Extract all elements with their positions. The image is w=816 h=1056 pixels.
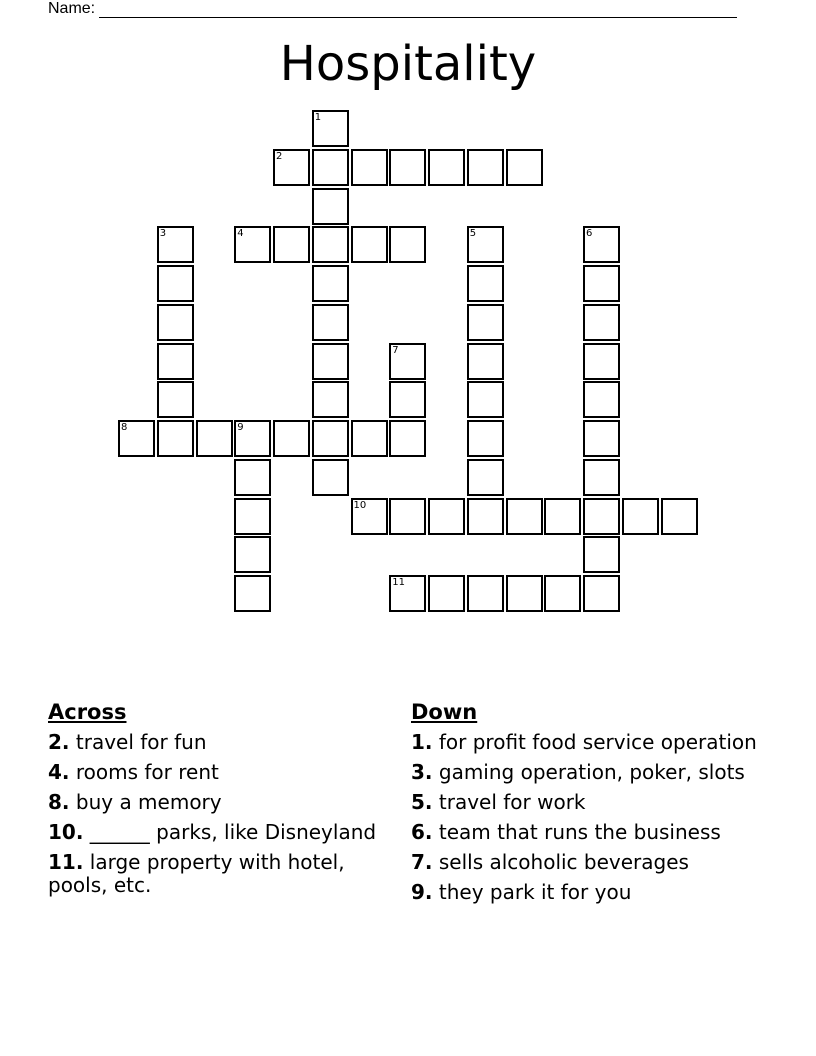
grid-cell[interactable] xyxy=(389,420,426,457)
clue-number: 1 xyxy=(314,112,322,123)
down-clues xyxy=(411,700,761,911)
grid-cell[interactable] xyxy=(583,343,620,380)
across-clue: 4. rooms for rent xyxy=(48,760,219,784)
clue-number: 8 xyxy=(121,422,128,433)
grid-cell[interactable] xyxy=(544,575,581,612)
grid-cell[interactable] xyxy=(234,575,271,612)
grid-cell[interactable] xyxy=(312,149,349,186)
grid-cell[interactable] xyxy=(273,226,310,263)
grid-cell[interactable] xyxy=(661,498,698,535)
grid-cell[interactable] xyxy=(583,420,620,457)
down-heading: Down xyxy=(411,700,478,724)
grid-cell[interactable] xyxy=(157,265,194,302)
grid-cell[interactable] xyxy=(583,575,620,612)
grid-cell[interactable] xyxy=(583,304,620,341)
grid-cell[interactable] xyxy=(312,381,349,418)
grid-cell[interactable] xyxy=(467,498,504,535)
grid-cell[interactable] xyxy=(583,536,620,573)
grid-cell[interactable] xyxy=(389,149,426,186)
grid-cell[interactable] xyxy=(583,265,620,302)
puzzle-title: Hospitality xyxy=(279,36,537,92)
down-clue: 5. travel for work xyxy=(411,790,586,814)
clue-number: 6 xyxy=(586,228,593,240)
grid-cell[interactable] xyxy=(467,304,504,341)
grid-cell[interactable] xyxy=(312,110,349,147)
grid-cell[interactable] xyxy=(312,265,349,302)
clue-number: 11 xyxy=(392,577,405,588)
clue-number: 7 xyxy=(392,344,399,356)
down-clue: 3. gaming operation, poker, slots xyxy=(411,760,745,784)
grid-cell[interactable] xyxy=(583,459,620,496)
grid-cell[interactable] xyxy=(389,575,426,612)
grid-cell[interactable] xyxy=(157,381,194,418)
grid-cell[interactable] xyxy=(351,226,388,263)
grid-cell[interactable] xyxy=(157,343,194,380)
grid-cell[interactable] xyxy=(428,149,465,186)
clue-number: 5 xyxy=(469,228,477,240)
across-clue: 8. buy a memory xyxy=(48,790,222,814)
grid-cell[interactable] xyxy=(312,226,349,263)
grid-cell[interactable] xyxy=(351,420,388,457)
grid-cell[interactable] xyxy=(157,420,194,457)
grid-cell[interactable] xyxy=(583,226,620,263)
grid-cell[interactable] xyxy=(622,498,659,535)
grid-cell[interactable] xyxy=(583,498,620,535)
grid-cell[interactable] xyxy=(506,575,543,612)
clue-number: 4 xyxy=(237,228,244,240)
across-clue: 11. large property with hotel, pools, etc. xyxy=(48,850,345,897)
across-heading: Across xyxy=(48,700,127,724)
grid-cell[interactable] xyxy=(234,536,271,573)
grid-cell[interactable] xyxy=(273,149,310,186)
grid-cell[interactable] xyxy=(467,381,504,418)
grid-cell[interactable] xyxy=(273,420,310,457)
grid-cell[interactable] xyxy=(118,420,155,457)
clue-number: 9 xyxy=(237,422,244,433)
grid-cell[interactable] xyxy=(389,226,426,263)
grid-cell[interactable] xyxy=(467,226,504,263)
grid-cell[interactable] xyxy=(506,498,543,535)
down-clue: 1. for profit food service operation xyxy=(411,730,757,754)
clue-number: 10 xyxy=(353,499,367,511)
grid-cell[interactable] xyxy=(312,343,349,380)
down-clue: 9. they park it for you xyxy=(411,880,632,904)
grid-cell[interactable] xyxy=(157,304,194,341)
grid-cell[interactable] xyxy=(583,381,620,418)
grid-cell[interactable] xyxy=(234,226,271,263)
grid-cell[interactable] xyxy=(312,304,349,341)
grid-cell[interactable] xyxy=(428,498,465,535)
grid-cell[interactable] xyxy=(544,498,581,535)
grid-cell[interactable] xyxy=(467,343,504,380)
grid-cell[interactable] xyxy=(389,343,426,380)
grid-cell[interactable] xyxy=(157,226,194,263)
name-label: Name: xyxy=(48,0,96,17)
across-clues xyxy=(48,700,393,904)
grid-cell[interactable] xyxy=(351,498,388,535)
grid-cell[interactable] xyxy=(428,575,465,612)
grid-cell[interactable] xyxy=(467,420,504,457)
grid-cell[interactable] xyxy=(467,459,504,496)
clue-number: 3 xyxy=(159,228,167,240)
grid-cell[interactable] xyxy=(196,420,233,457)
down-clue: 6. team that runs the business xyxy=(411,820,721,844)
grid-cell[interactable] xyxy=(506,149,543,186)
grid-cell[interactable] xyxy=(467,265,504,302)
grid-cell[interactable] xyxy=(467,149,504,186)
clue-number: 2 xyxy=(276,150,283,162)
grid-cell[interactable] xyxy=(234,498,271,535)
across-clue: 2. travel for fun xyxy=(48,730,207,754)
grid-cell[interactable] xyxy=(312,459,349,496)
grid-cell[interactable] xyxy=(389,498,426,535)
down-clue: 7. sells alcoholic beverages xyxy=(411,850,689,874)
grid-cell[interactable] xyxy=(234,459,271,496)
grid-cell[interactable] xyxy=(312,420,349,457)
grid-cell[interactable] xyxy=(467,575,504,612)
grid-cell[interactable] xyxy=(234,420,271,457)
across-clue: 10. ______ parks, like Disneyland xyxy=(48,820,377,844)
grid-cell[interactable] xyxy=(312,188,349,225)
grid-cell[interactable] xyxy=(389,381,426,418)
grid-cell[interactable] xyxy=(351,149,388,186)
